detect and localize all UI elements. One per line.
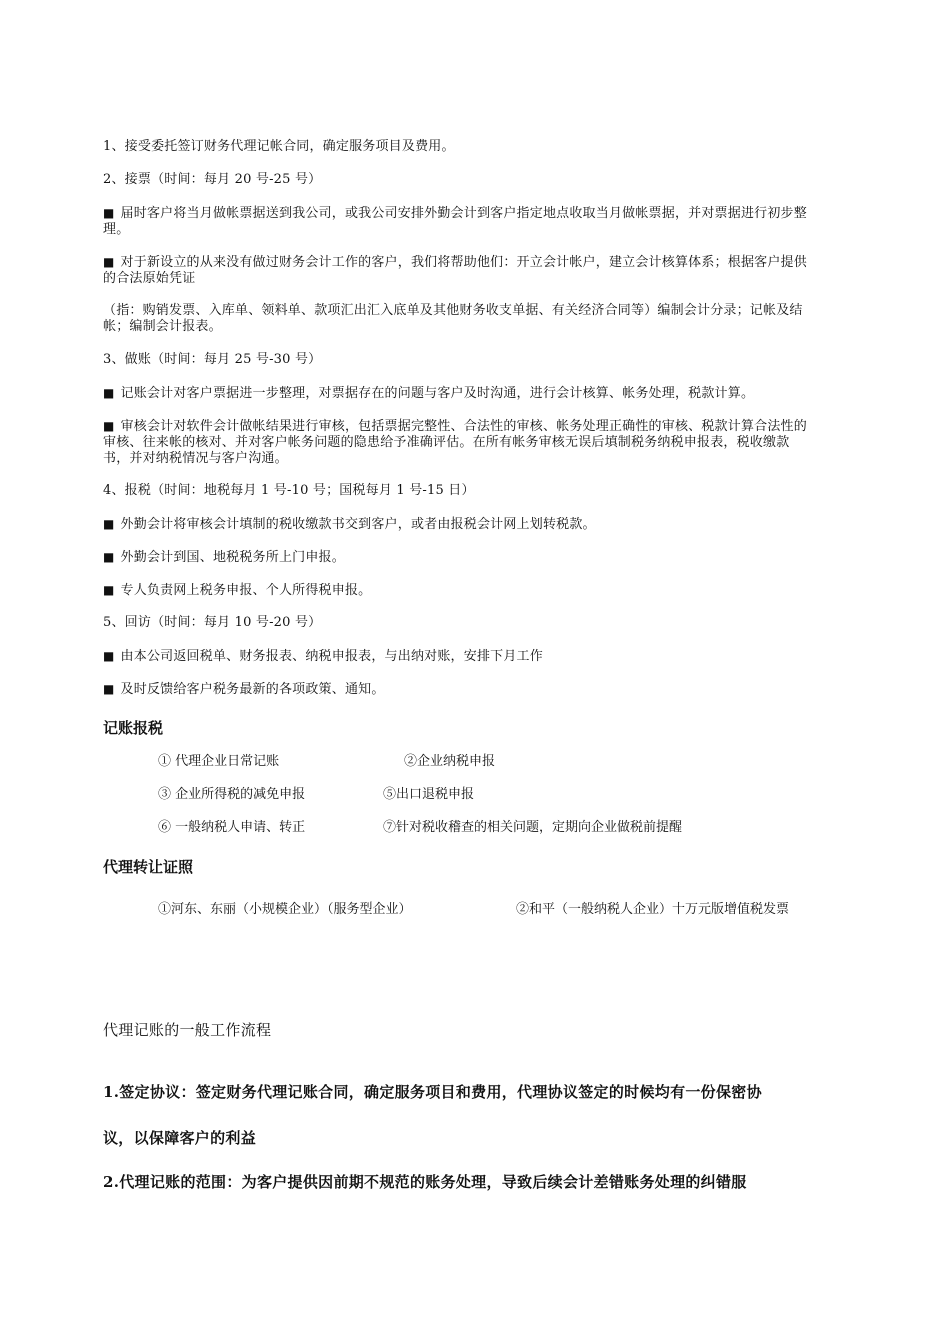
step-1-text: 1、接受委托签订财务代理记帐合同，确定服务项目及费用。 [103, 139, 455, 154]
bullet-text: 外勤会计将审核会计填制的税收缴款书交到客户，或者由报税会计网上划转税款。 [120, 517, 596, 532]
service-item: ③ 企业所得税的减免申报 [158, 787, 306, 802]
bullet-text: 对于新设立的从来没有做过财务会计工作的客户，我们将帮助他们：开立会计帐户，建立会计核算体系；根据客户提供的合法原始凭证 [103, 255, 807, 286]
workflow-step-1-line-1: 1.签定协议：签定财务代理记账合同，确定服务项目和费用，代理协议签定的时候均有一份保密协 [103, 1083, 762, 1101]
bullet-text: 及时反馈给客户税务最新的各项政策、通知。 [120, 682, 385, 697]
section-title-license-transfer: 代理转让证照 [103, 858, 194, 876]
bullet-paragraph [103, 205, 813, 238]
service-item: ① 代理企业日常记账 [158, 754, 280, 769]
bullet-text: 外勤会计到国、地税税务所上门申报。 [120, 550, 345, 565]
bullet-paragraph [103, 254, 813, 287]
bullet-paragraph [103, 549, 813, 566]
service-item: ⑥ 一般纳税人申请、转正 [158, 820, 306, 835]
workflow-step-2-line-1: 2.代理记账的范围：为客户提供因前期不规范的账务处理，导致后续会计差错账务处理的纠错服 [103, 1173, 747, 1191]
bullet-icon: ■ [103, 386, 115, 400]
step-4-heading: 4、报税（时间：地税每月 1 号-10 号；国税每月 1 号-15 日） [103, 483, 475, 498]
license-item: ①河东、东丽（小规模企业）（服务型企业） [158, 902, 412, 917]
bullet-icon: ■ [103, 206, 115, 220]
bullet-text: 记账会计对客户票据进一步整理，对票据存在的问题与客户及时沟通，进行会计核算、帐务处理，税款计算。 [120, 386, 755, 401]
bullet-text: 专人负责网上税务申报、个人所得税申报。 [120, 583, 372, 598]
bullet-icon: ■ [103, 583, 115, 597]
bullet-text: 由本公司返回税单、财务报表、纳税申报表，与出纳对账，安排下月工作 [120, 649, 543, 664]
bullet-paragraph [103, 681, 813, 698]
bullet-paragraph [103, 385, 813, 402]
bullet-icon: ■ [103, 682, 115, 696]
bullet-paragraph [103, 582, 813, 599]
license-item: ②和平（一般纳税人企业）十万元版增值税发票 [516, 902, 790, 917]
bullet-icon: ■ [103, 419, 115, 433]
bullet-text: 审核会计对软件会计做帐结果进行审核，包括票据完整性、合法性的审核、帐务处理正确性的审核、税款计算合法性的审核、往来帐的核对、并对客户帐务问题的隐患给予准确评估。在所有帐务审核无误后填制税务纳税申报表，税收缴款书，并对纳税情况与客户沟通。 [103, 419, 807, 466]
step-5-heading: 5、回访（时间：每月 10 号-20 号） [103, 615, 322, 630]
bullet-icon: ■ [103, 550, 115, 564]
section-title-bookkeeping: 记账报税 [103, 719, 164, 737]
paragraph-text: （指：购销发票、入库单、领料单、款项汇出汇入底单及其他财务收支单据、有关经济合同等）编制会计分录；记帐及结帐；编制会计报表。 [103, 303, 803, 334]
step-2-heading: 2、接票（时间：每月 20 号-25 号） [103, 172, 322, 187]
bullet-paragraph [103, 648, 813, 665]
bullet-paragraph [103, 516, 813, 533]
service-item: ⑤出口退税申报 [383, 787, 475, 802]
bullet-icon: ■ [103, 255, 115, 269]
workflow-step-1-line-2: 议，以保障客户的利益 [103, 1129, 257, 1147]
bullet-icon: ■ [103, 517, 115, 531]
service-item: ⑦针对税收稽查的相关问题，定期向企业做税前提醒 [383, 820, 683, 835]
bullet-paragraph [103, 418, 813, 467]
section-title-workflow: 代理记账的一般工作流程 [103, 1021, 272, 1039]
bullet-text: 届时客户将当月做帐票据送到我公司，或我公司安排外勤会计到客户指定地点收取当月做帐票据，并对票据进行初步整理。 [103, 206, 807, 237]
service-item: ②企业纳税申报 [404, 754, 496, 769]
step-3-heading: 3、做账（时间：每月 25 号-30 号） [103, 352, 322, 367]
bullet-icon: ■ [103, 649, 115, 663]
